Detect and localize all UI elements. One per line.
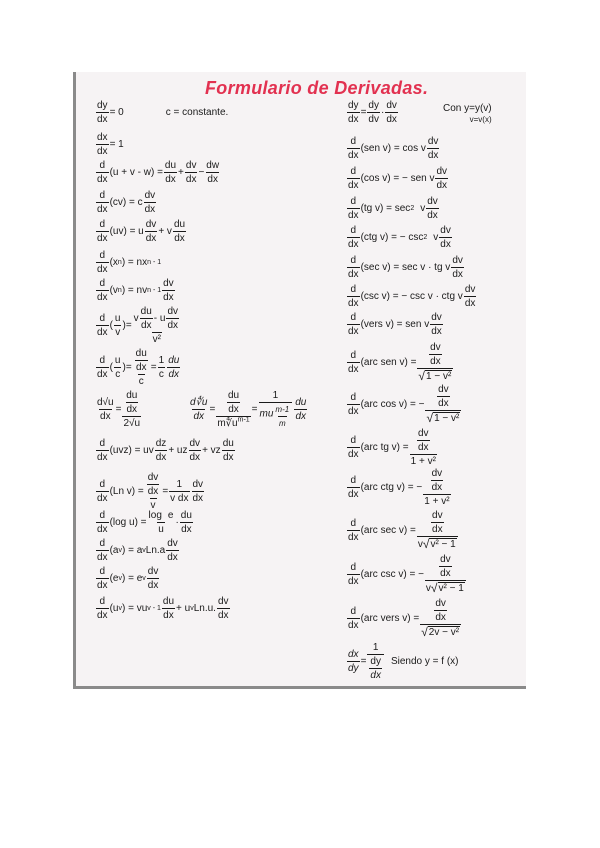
formula-arccsc: d dx (arc csc v) = − $\frac{dv}{dx}$ v √ v² − 1 [348, 554, 464, 595]
formula-inverse-function: $\frac{dx}{dy}$ = 1 $\frac{dy}{dx}$ Siendo y = f (x) [348, 642, 459, 681]
formula-cot: d dx (ctg v) = − csc 2 v dv dx [348, 225, 451, 250]
formula-triple-product: d dx (uvz) = uv dz dx + uz dv dx + vz du dx [97, 438, 234, 463]
formula-sum: d dx (u + v - w) = $\frac{du}{dx}$ + $\frac{dv}{dx}$ − $\frac{dw}{dx}$ [97, 160, 220, 185]
formula-exponential-e: d dx (e v ) = e v dv dx [97, 566, 159, 591]
formula-arcsin: d dx (arc sen v) = $\frac{dv}{dx}$ √ 1 − v² [348, 342, 452, 383]
page-title: Formulario de Derivadas. [205, 78, 429, 98]
formula-u-power-v: d dx (u v ) = vu v - 1 du dx + u v Ln.u. dv dx [97, 596, 229, 621]
formula-chain-rule: $\frac{dy}{dx}$ = $\frac{dy}{dv}$ · dv dx [348, 100, 397, 125]
formula-arccot: d dx (arc ctg v) = − $\frac{dv}{dx}$ 1 + v² [348, 468, 450, 507]
formula-arcvers: d dx (arc vers v) = $\frac{dv}{dx}$ √ 2v − v² [348, 598, 460, 639]
formula-sqrt: $\frac{d√u}{dx}$ = $\frac{du}{dx}$ 2√u [97, 390, 141, 429]
formula-quotient-constant: d dx ( $\frac{u}{c}$ ) = $\frac{du}{dx}$ c = $\frac{1}{c}$ du dx [97, 348, 180, 387]
formula-power-v: d dx (v n ) = nv n - 1 dv dx [97, 278, 174, 303]
formula-natural-log: d dx (Ln v) = $\frac{dv}{dx}$ v = $\frac{1}{\text{v dx}}$ dv dx [97, 472, 204, 511]
formula-versine: d dx (vers v) = sen v dv dx [348, 312, 442, 337]
formula-arctan: d dx (arc tg v) = $\frac{dv}{dx}$ 1 + v² [348, 428, 436, 467]
formula-constant-times: d dx (cv) = c dv dx [97, 190, 156, 215]
formula-sec: d dx (sec v) = sec v · tg v dv dx [348, 255, 463, 280]
formula-log: d dx (log u) = $\frac{\text{log e}}{u}$ · du dx [97, 510, 192, 535]
formula-arcsec: d dx (arc sec v) = $\frac{dv}{dx}$ v √ v² − 1 [348, 510, 456, 551]
formula-identity: $\frac{dx}{dx}$ = 1 [97, 132, 124, 157]
formula-power-x: d dx (x n ) = nx n - 1 [97, 250, 162, 275]
formula-csc: d dx (csc v) = − csc v · ctg v dv dx [348, 284, 476, 309]
formula-tan: d dx (tg v) = sec 2 v dv dx [348, 196, 438, 221]
chain-rule-note: Con y=y(v) v=v(x) [443, 103, 492, 124]
formula-sin: d dx (sen v) = cos v dv dx [348, 136, 439, 161]
formula-nth-root: $\frac{d∜u}{dx}$ = $\frac{du}{dx}$ $m∜u^{m-1}$ = 1 mu $\frac{m-1}{m}$ du dx [190, 390, 307, 429]
formula-cos: d dx (cos v) = − sen v dv dx [348, 166, 448, 191]
formula-product: d dx (uv) = u dv dx + v du dx [97, 219, 186, 244]
formula-exponential-a: d dx (a v ) = a v Ln.a dv dx [97, 538, 178, 563]
formula-arccos: d dx (arc cos v) = − $\frac{dv}{dx}$ √ 1 − v² [348, 384, 460, 425]
formula-quotient: d dx ( $\frac{u}{v}$ ) = v du dx - u dv dx v² [97, 306, 179, 345]
formula-constant: $\frac{dy}{dx}$ = 0 c = constante. [97, 100, 229, 125]
